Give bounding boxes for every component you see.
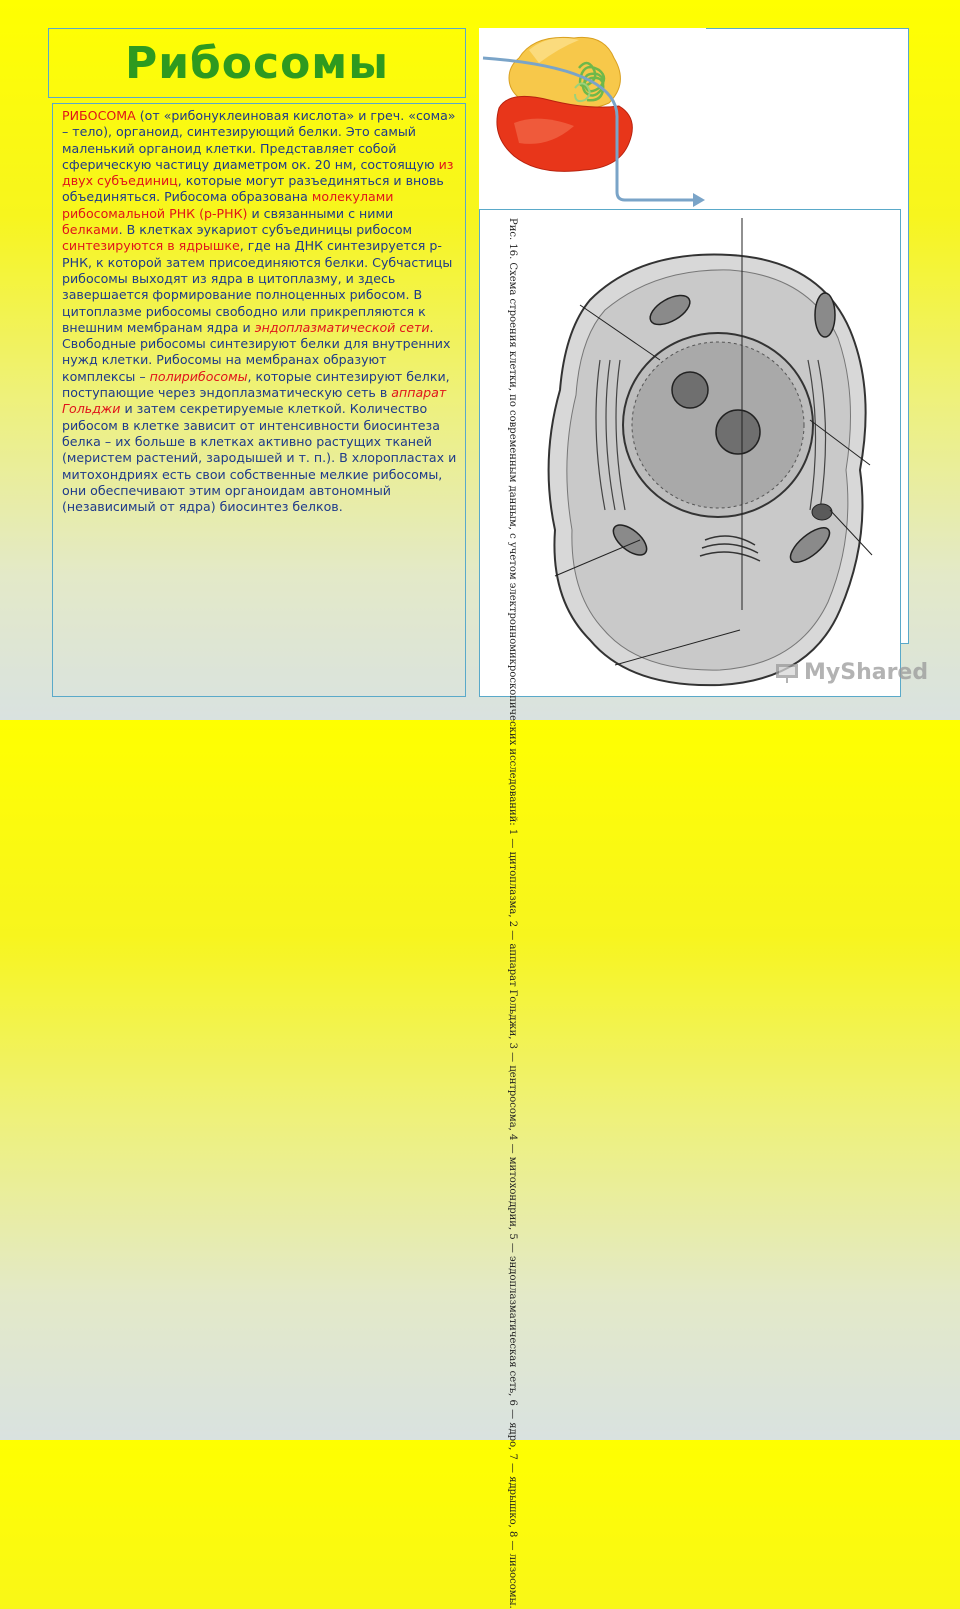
- text-run: . Свободные рибосомы синтезируют белки для внутренних нужд клетки. Рибосомы на мембранах образуют комплексы –: [62, 319, 451, 384]
- highlight-nucleolus: синтезируются в ядрышке: [62, 238, 240, 254]
- figure-caption-text: Рис. 16. Схема строения клетки, по современным данным, с учетом электронномикроскопических исследований: 1 — цитоплазма, 2 — аппарат Гольджи, 3 — центросома, 4 — митохондрии, 5 — эндоплазматическая сеть, 6 — ядро, 7 — ядрышко, 8 — лизосомы.: [507, 218, 518, 1609]
- highlight-polyribosomes: полирибосомы: [149, 368, 248, 384]
- text-box: [52, 103, 466, 697]
- highlight-golgi: аппарат Гольджи: [62, 385, 447, 417]
- title-box: [48, 28, 466, 98]
- text-run: , где на ДНК синтезируется р-РНК, к которой затем присоединяются белки. Субчастицы рибосомы выходят из ядра в цитоплазму, и здесь завершается формирование полноценных рибосом. В цитоплазме рибосомы свободно или прикрепляются к внешним мембранам ядра и: [62, 238, 453, 335]
- term-ribosome: РИБОСОМА: [62, 108, 136, 123]
- highlight-proteins: белками: [62, 222, 119, 238]
- slide-title: Рибосомы: [124, 37, 390, 89]
- watermark-text: MyShared: [804, 660, 929, 685]
- highlight-subunits: из двух субъединиц: [62, 156, 454, 189]
- watermark: [774, 660, 928, 685]
- nucleolus: [672, 372, 708, 408]
- text-run: и затем секретируемые клеткой. Количество рибосом в клетке зависит от интенсивности биосинтеза белка – их больше в клетках активно растущих тканей (меристем растений, зародышей и т. п.). В хлоропластах и митохондриях есть свои собственные мелкие рибосомы, они обеспечивают этим органоидам автономный (независимый от ядра) биосинтез белков.: [62, 401, 457, 515]
- figure-caption: [496, 218, 520, 1609]
- text-run: (от «рибонуклеиновая кислота» и греч. «сома» – тело), органоид, синтезирующий белки. Это самый маленький органоид клетки. Представляет собой сферическую частицу диаметром ок. 20 нм, состоящую: [62, 108, 456, 172]
- body-paragraph: [62, 108, 457, 515]
- nucleolus: [716, 410, 760, 454]
- ribosome-drawing: [479, 28, 706, 210]
- text-run: и связанными с ними: [247, 205, 394, 221]
- cell-diagram-panel: [479, 209, 901, 1609]
- text-run: . В клетках эукариот субъединицы рибосом: [118, 222, 413, 238]
- highlight-rrna: молекулами рибосомальной РНК (р-РНК): [62, 189, 394, 221]
- text-run: , которые могут разъединяться и вновь объединяться. Рибосома образована: [62, 173, 444, 205]
- arrow-head: [693, 193, 705, 207]
- highlight-er: эндоплазматической сети: [254, 319, 430, 335]
- presentation-icon: [774, 662, 800, 684]
- ribosome-illustration: [479, 28, 706, 210]
- lysosome: [812, 504, 832, 520]
- text-run: , которые синтезируют белки, поступающие через эндоплазматическую сеть в: [62, 368, 450, 401]
